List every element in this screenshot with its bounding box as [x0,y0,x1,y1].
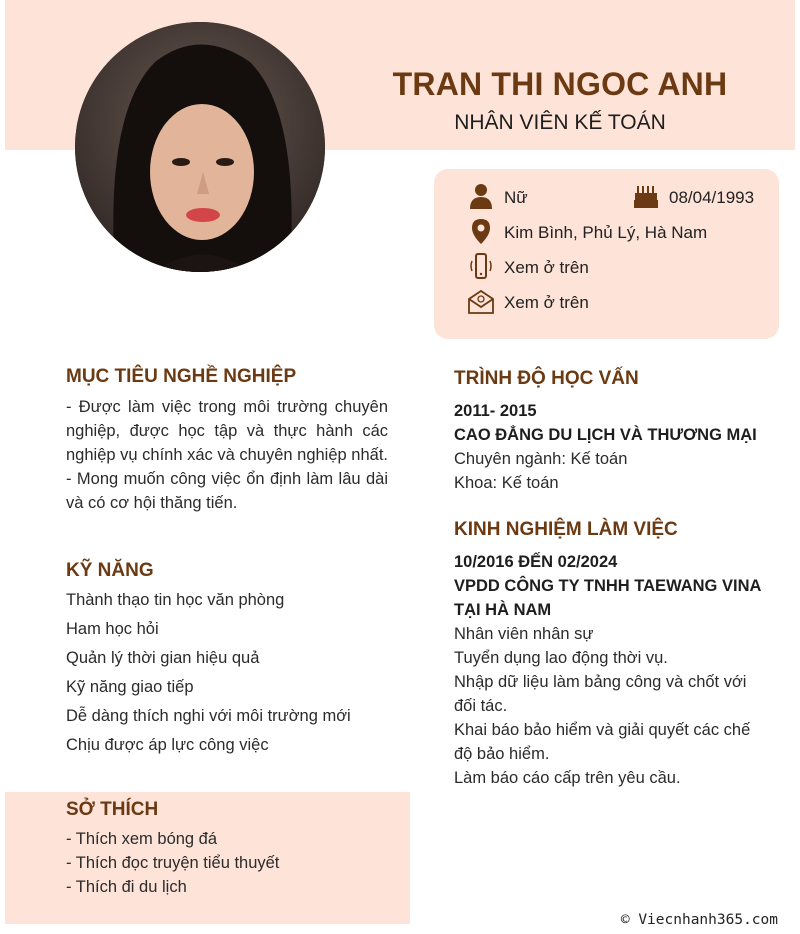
experience-duty: Tuyển dụng lao động thời vụ. [454,649,668,667]
experience-company: VPDD CÔNG TY TNHH TAEWANG VINA [454,577,762,595]
profile-photo [75,22,325,272]
experience-period: 10/2016 ĐẾN 02/2024 [454,553,618,571]
experience-duty: Khai báo bảo hiểm và giải quyết các chế [454,721,751,739]
job-title: NHÂN VIÊN KẾ TOÁN [454,111,666,134]
objective-title: MỤC TIÊU NGHỀ NGHIỆP [66,366,297,387]
skill-item: Dễ dàng thích nghi với môi trường mới [66,707,351,725]
education-school: CAO ĐẲNG DU LỊCH VÀ THƯƠNG MẠI [454,426,757,444]
skills-title: KỸ NĂNG [66,560,154,581]
contact-box [434,169,779,339]
hobby-item: - Thích xem bóng đá [66,830,218,848]
experience-title: KINH NGHIỆM LÀM VIỆC [454,519,678,540]
experience-company-location: TẠI HÀ NAM [454,601,552,619]
experience-duty: Làm báo cáo cấp trên yêu cầu. [454,769,681,787]
hobby-item: - Thích đi du lịch [66,878,187,896]
skill-item: Chịu được áp lực công việc [66,736,269,754]
experience-duty: Nhập dữ liệu làm bảng công và chốt với [454,673,747,691]
hobbies-title: SỞ THÍCH [66,799,159,820]
person-icon [468,183,494,209]
phone-value: Xem ở trên [504,258,589,277]
experience-duty-cont: đối tác. [454,697,508,715]
education-period: 2011- 2015 [454,402,537,420]
location-pin-icon [468,218,494,244]
skill-item: Quản lý thời gian hiệu quả [66,649,260,667]
skill-item: Ham học hỏi [66,620,159,638]
skill-item: Thành thạo tin học văn phòng [66,591,285,609]
candidate-name: TRAN THI NGOC ANH [392,66,728,102]
experience-role: Nhân viên nhân sự [454,625,594,643]
gender-value: Nữ [504,188,528,207]
experience-duty-cont: độ bảo hiểm. [454,745,550,763]
birthday-value: 08/04/1993 [669,188,755,207]
education-faculty: Khoa: Kế toán [454,474,559,492]
objective-text [66,395,388,515]
mail-icon [468,288,494,314]
footer-credit: © Viecnhanh365.com [620,912,778,928]
skill-item: Kỹ năng giao tiếp [66,678,194,696]
cake-icon [633,183,659,209]
address-value: Kim Bình, Phủ Lý, Hà Nam [504,223,708,242]
phone-icon [468,253,494,279]
hobby-item: - Thích đọc truyện tiểu thuyết [66,854,280,872]
objective-paragraph-1: - Được làm việc trong môi trường chuyên nghiệp, được học tập và thực hành các nghiệp vụ chính xác và chuyên nghiệp nhất. [66,398,388,464]
email-value: Xem ở trên [504,293,589,312]
objective-paragraph-2: - Mong muốn công việc ổn định làm lâu dài và có cơ hội thăng tiến. [66,470,388,512]
education-title: TRÌNH ĐỘ HỌC VẤN [454,368,639,389]
education-major: Chuyên ngành: Kế toán [454,450,628,468]
